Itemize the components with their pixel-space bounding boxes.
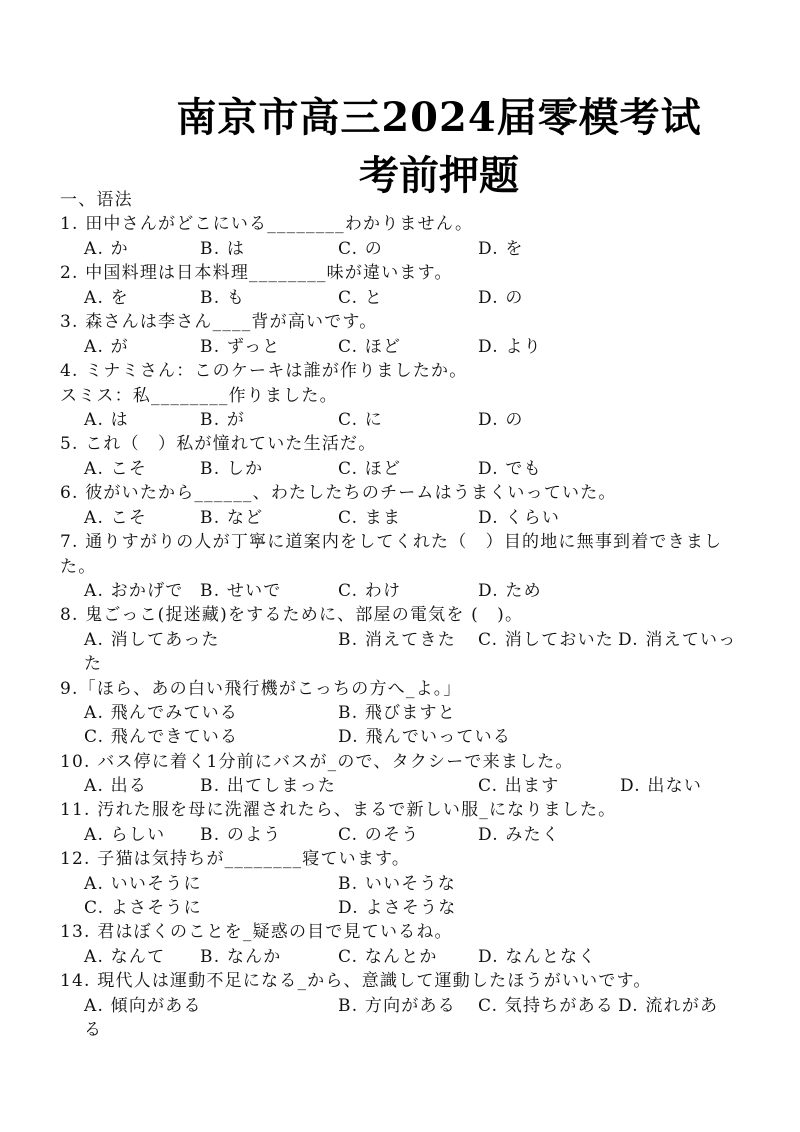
option-d: D. 消えていっ	[618, 630, 737, 650]
option-a: A. らしい	[84, 825, 166, 845]
option-b: B. も	[200, 288, 246, 308]
question-stem: 12. 子猫は気持ちが________寝ています。	[60, 849, 411, 869]
page-subtitle: 考前押题	[359, 152, 519, 199]
option-c: C. と	[338, 288, 384, 308]
option-d: D. ため	[478, 581, 542, 601]
option-b: B. など	[200, 508, 264, 528]
option-c: C. わけ	[338, 581, 402, 601]
option-b: B. 消えてきた	[338, 630, 456, 650]
option-c: C. に	[338, 410, 384, 430]
question-stem: 1. 田中さんがどこにいる________わかりません。	[60, 214, 474, 234]
option-d: D. よさそうな	[338, 898, 457, 918]
question-stem: 4. ミナミさん：このケーキは誰が作りましたか。	[60, 361, 468, 381]
option-a: A. なんて	[84, 947, 166, 967]
option-d: D. なんとなく	[478, 947, 597, 967]
option-c: C. よさそうに	[84, 898, 202, 918]
option-d-continued: た	[84, 654, 103, 674]
question-stem: 5. これ（ ）私が憧れていた生活だ。	[60, 434, 377, 454]
question-stem: 14. 現代人は運動不足になる_から、意識して運動したほうがいいです。	[60, 971, 652, 991]
option-c: C. の	[338, 239, 384, 259]
option-b: B. 飛びますと	[338, 703, 456, 723]
option-a: A. 飛んでみている	[84, 703, 239, 723]
option-d: D. より	[478, 337, 542, 357]
option-a: A. か	[84, 239, 129, 259]
option-b: B. しか	[200, 459, 264, 479]
option-c: C. 出ます	[478, 776, 560, 796]
option-b: B. いいそうな	[338, 874, 456, 894]
option-d: D. くらい	[478, 508, 561, 528]
question-stem: 2. 中国料理は日本料理________味が違います。	[60, 263, 453, 283]
option-d: D. を	[478, 239, 524, 259]
option-a: A. こそ	[84, 508, 148, 528]
option-b: B. なんか	[200, 947, 282, 967]
option-c: C. 消しておいた	[478, 630, 615, 650]
option-b: B. のよう	[200, 825, 282, 845]
option-a: A. は	[84, 410, 129, 430]
option-c: C. ほど	[338, 337, 402, 357]
option-a: A. 消してあった	[84, 630, 220, 650]
option-a: A. 出る	[84, 776, 148, 796]
option-d: D. の	[478, 288, 524, 308]
option-b: B. 出てしまった	[200, 776, 337, 796]
question-stem: 13. 君はぼくのことを_疑惑の目で見ているね。	[60, 922, 453, 942]
option-b: B. ずっと	[200, 337, 281, 357]
option-c: C. なんとか	[338, 947, 438, 967]
option-b: B. が	[200, 410, 246, 430]
option-d-continued: る	[84, 1020, 103, 1040]
option-a: A. が	[84, 337, 129, 357]
question-stem: 6. 彼がいたから______、わたしたちのチームはうまくいっていた。	[60, 483, 617, 503]
option-d: D. でも	[478, 459, 542, 479]
question-stem-continued: スミス：私________作りました。	[60, 386, 338, 406]
option-a: A. いいそうに	[84, 874, 202, 894]
option-c: C. のそう	[338, 825, 420, 845]
option-a: A. を	[84, 288, 129, 308]
option-c: C. 気持ちがある	[478, 996, 615, 1016]
section-heading: 一、语法	[60, 190, 133, 210]
option-c: C. ほど	[338, 459, 402, 479]
option-d: D. 流れがあ	[618, 996, 719, 1016]
option-d: D. 出ない	[620, 776, 703, 796]
option-b: B. 方向がある	[338, 996, 456, 1016]
option-b: B. は	[200, 239, 246, 259]
option-c: C. 飛んできている	[84, 727, 239, 747]
question-stem: 7. 通りすがりの人が丁寧に道案内をしてくれた（ ）目的地に無事到着できまし	[60, 532, 723, 552]
option-c: C. まま	[338, 508, 402, 528]
question-stem: 11. 汚れた服を母に洗濯されたら、まるで新しい服_になりました。	[60, 800, 617, 820]
option-d: D. の	[478, 410, 524, 430]
page-title: 南京市高三2024届零模考试	[176, 94, 702, 141]
question-stem-continued: た。	[60, 557, 97, 577]
option-b: B. せいで	[200, 581, 282, 601]
question-stem: 9.「ほら、あの白い飛行機がこっちの方へ_よ。」	[60, 679, 462, 699]
option-a: A. 傾向がある	[84, 996, 202, 1016]
question-stem: 10. バス停に着く1分前にバスが_ので、タクシーで来ました。	[60, 752, 574, 772]
option-d: D. みたく	[478, 825, 561, 845]
option-a: A. おかげで	[84, 581, 184, 601]
option-d: D. 飛んでいっている	[338, 727, 512, 747]
option-a: A. こそ	[84, 459, 148, 479]
question-stem: 3. 森さんは李さん____背が高いです。	[60, 312, 378, 332]
question-stem: 8. 鬼ごっこ(捉迷藏)をするために、部屋の電気を ( )。	[60, 605, 524, 625]
